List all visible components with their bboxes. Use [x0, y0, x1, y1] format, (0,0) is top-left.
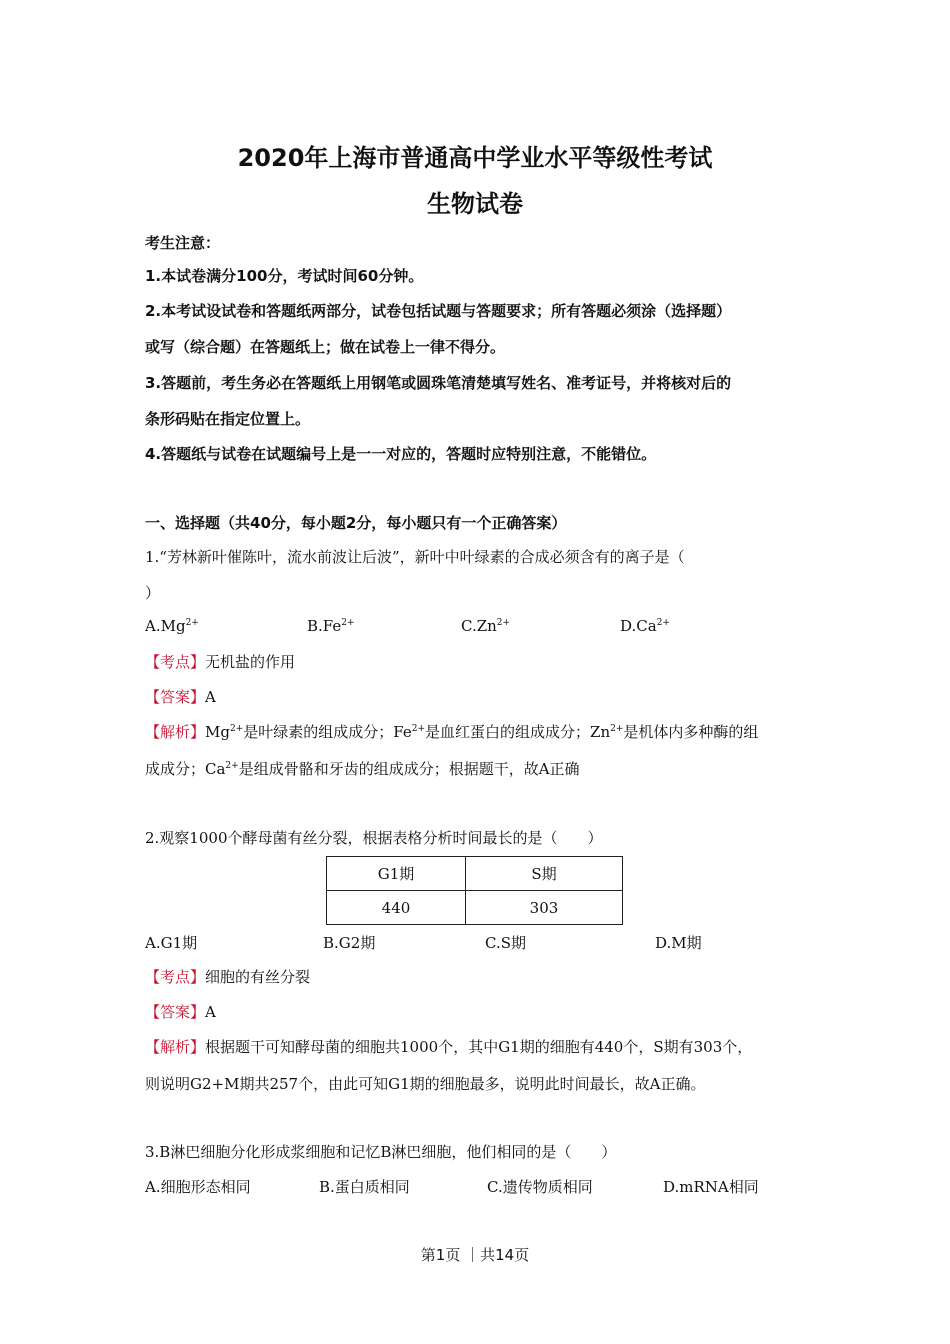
- kaodian-label: 【考点】: [145, 653, 206, 671]
- table-row: [327, 857, 623, 891]
- q2-option-d: D.M期: [655, 934, 702, 952]
- notice-item: 或写（综合题）在答题纸上；做在试卷上一律不得分。: [145, 338, 506, 356]
- analysis-label: 【解析】: [145, 723, 206, 741]
- notice-item: 条形码贴在指定位置上。: [145, 410, 311, 428]
- q1-option-c: $C.Zn^{2+}$: [461, 617, 511, 635]
- exam-title: 2020年上海市普通高中学业水平等级性考试: [237, 144, 713, 172]
- table-header-cell: S期: [466, 857, 623, 891]
- cell-cycle-table: [326, 856, 623, 925]
- q3-option-d: D.mRNA相同: [663, 1178, 759, 1196]
- q1-kaodian: 【考点】无机盐的作用: [145, 653, 296, 671]
- q1-option-d: $D.Ca^{2+}$: [620, 617, 670, 635]
- table-cell: 440: [327, 891, 466, 925]
- q1-option-a: $A.Mg^{2+}$: [145, 617, 199, 635]
- q3-option-c: C.遗传物质相同: [487, 1178, 593, 1196]
- q2-option-c: C.S期: [485, 934, 526, 952]
- table-cell: 303: [466, 891, 623, 925]
- q1-answer: 【答案】A: [145, 688, 216, 706]
- table-row: [327, 891, 623, 925]
- table-header-cell: G1期: [327, 857, 466, 891]
- notice-item: 2.本考试设试卷和答题纸两部分，试卷包括试题与答题要求；所有答题必须涂（选择题）: [145, 302, 732, 320]
- section-heading: 一、选择题（共40分，每小题2分，每小题只有一个正确答案）: [145, 514, 567, 532]
- q2-option-a: A.G1期: [145, 934, 198, 952]
- q2-kaodian: 【考点】细胞的有丝分裂: [145, 968, 311, 986]
- q3-stem: 3.B淋巴细胞分化形成浆细胞和记忆B淋巴细胞，他们相同的是（ ）: [145, 1143, 617, 1161]
- analysis-label: 【解析】: [145, 1038, 206, 1056]
- answer-label: 【答案】: [145, 1003, 206, 1021]
- notice-item: 3.答题前，考生务必在答题纸上用钢笔或圆珠笔清楚填写姓名、准考证号，并将核对后的: [145, 374, 732, 392]
- q2-analysis: 【解析】根据题干可知酵母菌的细胞共1000个，其中G1期的细胞有440个，S期有303个，: [145, 1038, 753, 1056]
- q2-option-b: B.G2期: [323, 934, 376, 952]
- q2-answer: 【答案】A: [145, 1003, 216, 1021]
- page-footer: 第1页 ｜共14页: [420, 1246, 530, 1264]
- q1-stem-cont: ）: [145, 584, 161, 602]
- q1-analysis-cont: 成成分；$Ca^{2+}$是组成骨骼和牙齿的组成成分；根据题干，故A正确: [145, 760, 580, 778]
- q1-stem: 1.“芳林新叶催陈叶，流水前波让后波”，新叶中叶绿素的合成必须含有的离子是（: [145, 548, 685, 566]
- notice-item: 1.本试卷满分100分，考试时间60分钟。: [145, 267, 424, 285]
- notice-item: 4.答题纸与试卷在试题编号上是一一对应的，答题时应特别注意，不能错位。: [145, 445, 657, 463]
- q3-option-b: B.蛋白质相同: [319, 1178, 410, 1196]
- q2-analysis-cont: 则说明G2+M期共257个，由此可知G1期的细胞最多，说明此时间最长，故A正确。: [145, 1075, 706, 1093]
- kaodian-label: 【考点】: [145, 968, 206, 986]
- notice-heading: 考生注意：: [145, 234, 221, 252]
- answer-label: 【答案】: [145, 688, 206, 706]
- q3-option-a: A.细胞形态相同: [145, 1178, 251, 1196]
- q2-stem: 2.观察1000个酵母菌有丝分裂，根据表格分析时间最长的是（ ）: [145, 829, 603, 847]
- q1-option-b: $B.Fe^{2+}$: [307, 617, 355, 635]
- q1-analysis: 【解析】$Mg^{2+}$是叶绿素的组成成分；$Fe^{2+}$是血红蛋白的组成成分；$Zn^{2+}$是机体内多种酶的组: [145, 723, 759, 741]
- exam-subtitle: 生物试卷: [427, 190, 523, 218]
